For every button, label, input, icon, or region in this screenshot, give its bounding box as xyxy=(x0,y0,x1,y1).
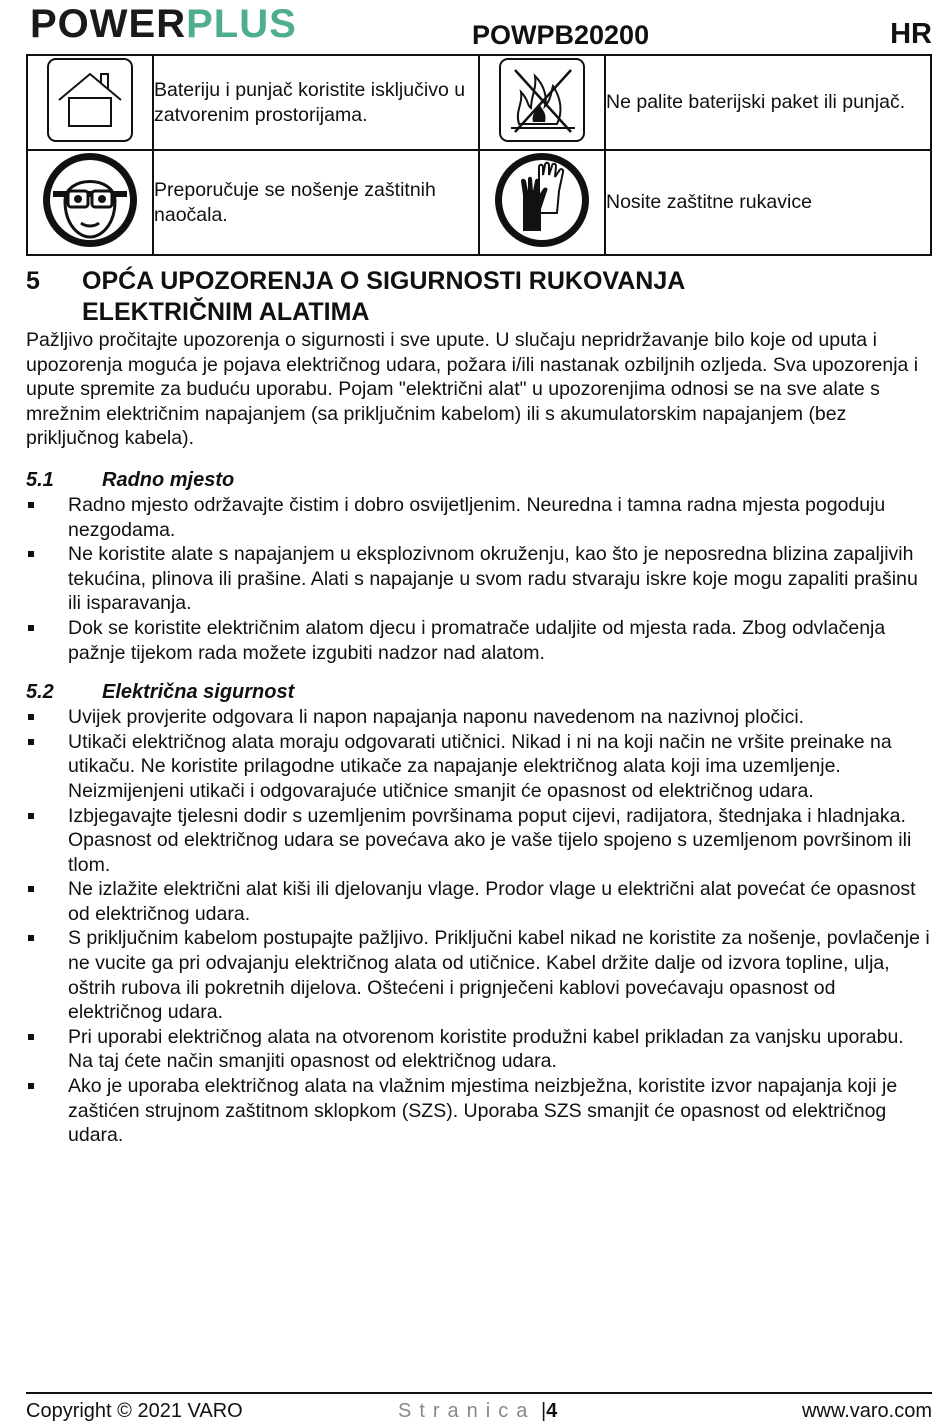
house-icon xyxy=(45,56,135,149)
section-5-intro: Pažljivo pročitajte upozorenja o sigurnosti i sve upute. U slučaju nepridržavanje bilo koje od uputa i upozorenja moguća je pojava električnog udara, požara i/ili nastanak ozbiljnih ozljeda. Sva upozorenja i upute spremite za buduću uporabu. Pojam "električni alat" u upozorenjima odnosi se na sve alate s mrežnim električnim napajanjem (sa priključnim kabelom) ili s akumulatorskim napajanjem (bez priključnog kabela). xyxy=(26,329,919,450)
page-word: Stranica xyxy=(398,1400,536,1422)
list-item: Ne izlažite električni alat kiši ili djelovanju vlage. Prodor vlage u električni alat povećat će opasnost od električnog udara. xyxy=(26,877,932,926)
no-fire-icon xyxy=(497,56,587,149)
subsection-number: 5.1 xyxy=(26,468,54,491)
bullet-icon xyxy=(28,551,34,557)
symbol-cell xyxy=(27,150,153,255)
page-number: 4 xyxy=(546,1400,558,1422)
section-5-1-list xyxy=(26,493,932,665)
symbol-cell xyxy=(479,55,605,150)
safety-symbols-table xyxy=(26,54,932,256)
symbol-cell xyxy=(27,55,153,150)
bullet-icon xyxy=(28,739,34,745)
list-item: Ne koristite alate s napajanjem u eksplozivnom okruženju, kao što je neposredna blizina zapaljivih tekućina, plinova ili prašine. Alati s napajanje u svom radu stvaraju iskre koje mogu zapaliti prašinu ili isparavanja. xyxy=(26,542,932,616)
list-item: Izbjegavajte tjelesni dodir s uzemljenim površinama poput cijevi, radijatora, štednjaka i hladnjaka. Opasnost od električnog udara se povećava ako je vaše tijelo spojeno s uzemljenom površinom ili tlom. xyxy=(26,804,932,878)
main-content xyxy=(26,266,932,1148)
safety-goggles-icon xyxy=(41,151,139,254)
page-indicator xyxy=(398,1400,557,1423)
list-item: Pri uporabi električnog alata na otvorenom koristite produžni kabel prikladan za vanjsku uporabu. Na taj ćete način smanjiti opasnost od električnog udara. xyxy=(26,1025,932,1074)
subsection-title: Električna sigurnost xyxy=(102,681,295,704)
section-5-1-heading xyxy=(26,467,932,493)
website-link[interactable]: www.varo.com xyxy=(801,1400,932,1422)
section-title-line1: OPĆA UPOZORENJA O SIGURNOSTI RUKOVANJA xyxy=(82,267,686,295)
brand-part2: PLUS xyxy=(186,2,297,46)
section-number: 5 xyxy=(26,267,40,295)
section-5-2-list xyxy=(26,705,932,1148)
page-header xyxy=(26,0,932,54)
subsection-number: 5.2 xyxy=(26,681,54,704)
bullet-icon xyxy=(28,935,34,941)
bullet-icon xyxy=(28,714,34,720)
list-item: S priključnim kabelom postupajte pažljivo. Priključni kabel nikad ne koristite za nošenje, povlačenje i ne vucite ga pri odvajanju električnog alata od utičnice. Kabel držite dalje od izvora topline, ulja, oštrih rubova ili pokretnih dijelova. Oštećeni i prignječeni kablovi povećavaju opasnost od električnog udara. xyxy=(26,926,932,1024)
bullet-icon xyxy=(28,1083,34,1089)
symbol-text-goggles: Preporučuje se nošenje zaštitnih naočala. xyxy=(153,150,479,255)
section-title-line2: ELEKTRIČNIM ALATIMA xyxy=(82,298,370,326)
list-item: Dok se koristite električnim alatom djecu i promatrače udaljite od mjesta rada. Zbog odvlačenja pažnje tijekom rada možete izgubiti nadzor nad alatom. xyxy=(26,616,932,665)
bullet-icon xyxy=(28,886,34,892)
language-code: HR xyxy=(890,18,932,50)
model-number: POWPB20200 xyxy=(472,20,650,50)
brand-logo xyxy=(30,2,297,47)
page-separator: | xyxy=(540,1400,547,1422)
list-item: Ako je uporaba električnog alata na vlažnim mjestima neizbježna, koristite izvor napajanja koji je zaštićen strujnom zaštitnom sklopkom (SZS). Uporaba SZS smanjit će opasnost od električnog udara. xyxy=(26,1074,932,1148)
bullet-icon xyxy=(28,625,34,631)
list-item: Utikači električnog alata moraju odgovarati utičnici. Nikad i ni na koji način ne vršite preinake na utikaču. Ne koristite prilagodne utikače za napajanje električnog alata koji ima uzemljenje. Neizmijenjeni utikači i odgovarajuće utičnice smanjit će opasnost od električnog udara. xyxy=(26,730,932,804)
section-5-2-heading xyxy=(26,679,932,705)
bullet-icon xyxy=(28,1034,34,1040)
list-item: Radno mjesto održavajte čistim i dobro osvijetljenim. Neuredna i tamna radna mjesta pogoduju nezgodama. xyxy=(26,493,932,542)
symbol-text-indoor: Bateriju i punjač koristite isključivo u zatvorenim prostorijama. xyxy=(153,55,479,150)
page-footer xyxy=(26,1392,932,1426)
copyright-text: Copyright © 2021 VARO xyxy=(26,1400,243,1422)
bullet-icon xyxy=(28,502,34,508)
symbol-text-no-fire: Ne palite baterijski paket ili punjač. xyxy=(605,55,931,150)
subsection-title: Radno mjesto xyxy=(102,468,235,491)
list-item: Uvijek provjerite odgovara li napon napajanja naponu navedenom na nazivnoj pločici. xyxy=(26,705,932,730)
section-5-heading xyxy=(26,266,932,328)
gloves-icon xyxy=(493,151,591,254)
bullet-icon xyxy=(28,813,34,819)
brand-part1: POWER xyxy=(30,2,187,46)
symbol-cell xyxy=(479,150,605,255)
symbol-text-gloves: Nosite zaštitne rukavice xyxy=(605,150,931,255)
